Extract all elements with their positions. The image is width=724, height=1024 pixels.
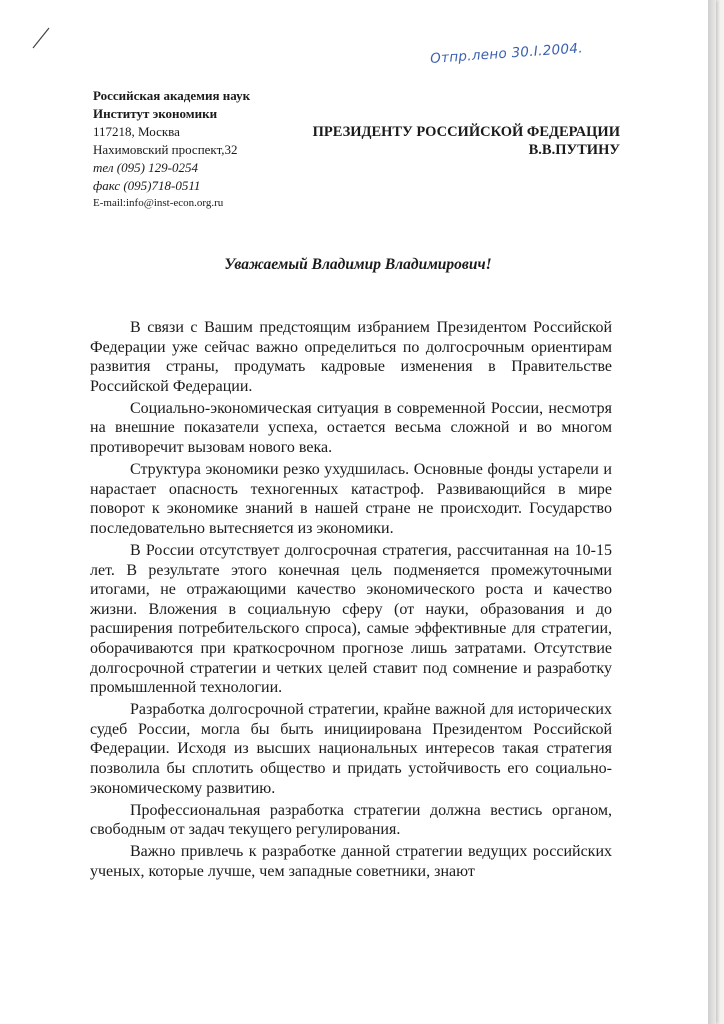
handwritten-sent-date: Отпр.лено 30.I.2004. (429, 40, 584, 67)
sender-postal: 117218, Москва (93, 124, 180, 139)
body-paragraph: В России отсутствует долгосрочная стратегия, рассчитанная на 10-15 лет. В результате этого конечная цель подменяется промежуточными итогами, не отражающими качество экономического роста и качество жизни. Вложения в социальную сферу (от науки, образования и до расширения потребительского спроса), самые эффективные для стратегии, оборачиваются при краткосрочном прогнозе лишь затратами. Отсутствие долгосрочной стратегии и четких целей ставит под сомнение и разработку промышленной технологии. (90, 542, 612, 697)
sender-email: E-mail:info@inst-econ.org.ru (93, 197, 224, 209)
sender-phone: тел (095) 129-0254 (93, 160, 198, 175)
addressee-line2: В.В.ПУТИНУ (528, 142, 620, 158)
sender-org-line1: Российская академия наук (93, 88, 251, 103)
sender-fax: факс (095)718-0511 (93, 178, 201, 193)
body-paragraph: Профессиональная разработка стратегии должна вестись органом, свободным от задач текущего регулирования. (90, 801, 612, 839)
salutation: Уважаемый Владимир Владимирович! (224, 256, 492, 273)
body-paragraph: Важно привлечь к разработке данной стратегии ведущих российских ученых, которые лучше, чем западные советники, знают (90, 843, 612, 881)
body-paragraph: Социально-экономическая ситуация в современной России, несмотря на внешние показатели успеха, остается весьма сложной и во многом противоречит вызовам нового века. (90, 399, 612, 457)
page-edge-shadow (708, 0, 716, 1024)
sender-street: Нахимовский проспект,32 (93, 142, 238, 157)
addressee-block (290, 123, 620, 159)
addressee-line1: ПРЕЗИДЕНТУ РОССИЙСКОЙ ФЕДЕРАЦИИ (312, 124, 620, 140)
pen-stroke-mark (30, 26, 52, 50)
letter-body (90, 318, 612, 884)
body-paragraph: Разработка долгосрочной стратегии, крайне важной для исторических судеб России, могла бы быть инициирована Президентом Российской Федерации. Исходя из высших национальных интересов такая стратегия позволила бы сплотить общество и придать устойчивость его социально-экономическому развитию. (90, 701, 612, 797)
body-paragraph: В связи с Вашим предстоящим избранием Президентом Российской Федерации уже сейчас важно определиться по долгосрочным ориентирам развития страны, продумать кадровые изменения в Правительстве Российской Федерации. (90, 319, 612, 395)
body-paragraph: Структура экономики резко ухудшилась. Основные фонды устарели и нарастает опасность техногенных катастроф. Развивающийся в мире поворот к экономике знаний в нашей стране не происходит. Государство последовательно вытесняется из экономики. (90, 461, 612, 537)
sender-org-line2: Институт экономики (93, 106, 218, 121)
sender-block (93, 87, 293, 211)
